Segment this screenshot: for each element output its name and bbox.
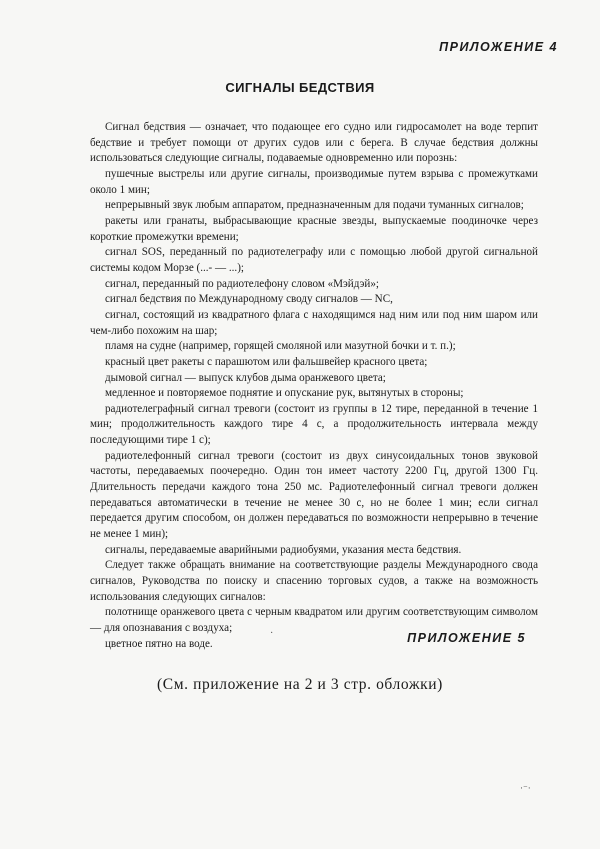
paragraph-dye-marker: цветное пятно на воде. [105,637,213,650]
paragraph-fog-signal: непрерывный звук любым аппаратом, предназначенным для подачи туманных сигналов; [105,199,524,212]
paragraph-mayday: сигнал, переданный по радиотелефону словом «Мэйдэй»; [105,277,379,290]
distress-signals-text [90,120,538,652]
paragraph-epirb: сигналы, передаваемые аварийными радиобуями, указания места бедствия. [105,543,462,556]
paragraph-sos: сигнал SOS, переданный по радиотелеграфу или с помощью любой другой сигнальной системы кодом Морзе (...- — ...); [90,246,538,274]
paragraph-nc: сигнал бедствия по Международному своду сигналов — NC, [105,293,393,306]
cover-reference: (См. приложение на 2 и 3 стр. обложки) [157,676,443,693]
scan-speck: · [270,628,274,639]
paragraph-flag-ball: сигнал, состоящий из квадратного флага с находящимся над ним или под ним шаром или чем-либо похожим на шар; [90,308,538,337]
paragraph-smoke: дымовой сигнал — выпуск клубов дыма оранжевого цвета; [105,371,386,384]
paragraph-flames: пламя на судне (например, горящей смоляной или мазутной бочки и т. п.); [105,340,456,353]
page-mark: ·⁻· [520,783,531,793]
paragraph-radiotelephone-alarm: радиотелефонный сигнал тревоги (состоит из двух синусоидальных тонов звуковой частоты, передаваемых поочередно. Один тон имеет частоту 2200 Гц, другой 1300 Гц. Длительность передачи каждого тона 250 мс. Радиотелефонный сигнал тревоги должен передаваться автоматически в течение не менее 30 с, но не более 1 мин; если сигнал передается другим способом, он должен передаваться по возможности непрерывно в течение не менее 1 мин); [90,449,538,541]
appendix-5-label: ПРИЛОЖЕНИЕ 5 [407,631,526,645]
page-title: СИГНАЛЫ БЕДСТВИЯ [225,80,375,95]
appendix-4-label: ПРИЛОЖЕНИЕ 4 [439,40,558,54]
paragraph-gun-shots: пушечные выстрелы или другие сигналы, производимые путем взрыва с промежутками около 1 мин; [90,167,538,196]
paragraph-radiotelegraph-alarm: радиотелеграфный сигнал тревоги (состоит из группы в 12 тире, переданной в течение 1 мин; продолжительность каждого тире 4 с, а продолжительность интервала между последующими тире 1 с); [90,402,538,447]
paragraph-arms: медленное и повторяемое поднятие и опускание рук, вытянутых в стороны; [105,387,464,400]
paragraph-rockets: ракеты или гранаты, выбрасывающие красные звезды, выпускаемые поодиночке через короткие промежутки времени; [90,214,538,243]
paragraph-intro: Сигнал бедствия — означает, что подающее его судно или гидросамолет на воде терпит бедствие и требует помощи от других судов или с берега. В случае бедствия должны использоваться следующие сигналы, подаваемые одновременно или порознь: [90,121,538,165]
paragraph-red-rocket: красный цвет ракеты с парашютом или фальшвейер красного цвета; [105,355,428,368]
paragraph-orange-cloth: полотнище оранжевого цвета с черным квадратом или другим соответствующим символом — для опознавания с воздуха; [90,606,538,634]
paragraph-attention: Следует также обращать внимание на соответствующие разделы Международного свода сигналов, Руководства по поиску и спасению торговых судов, а также на возможность использования следующих сигналов: [90,559,538,603]
